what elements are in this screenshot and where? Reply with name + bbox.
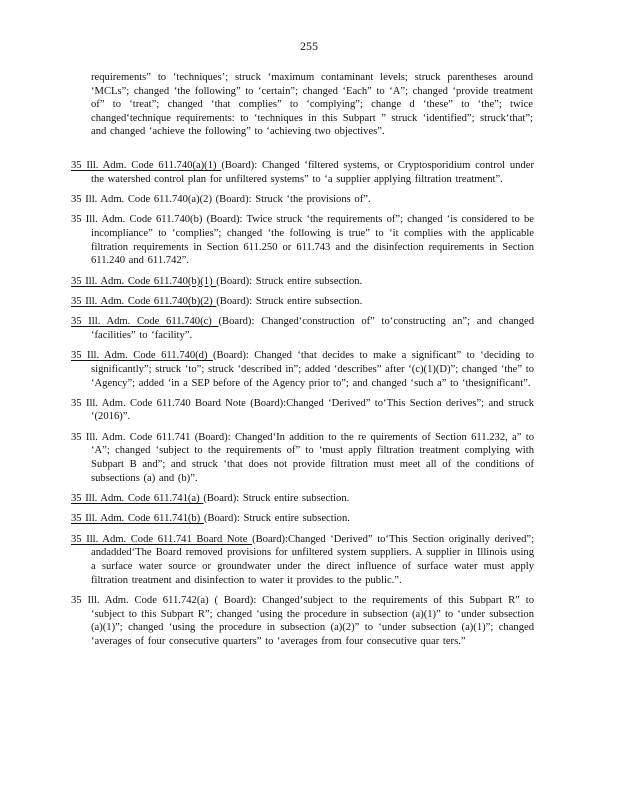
amendment-text: (Board): Changed‘construction of” to‘constructing an”; and changed ‘facilities” to ‘facility”. [91, 316, 534, 341]
amendment-text: (Board): Struck entire subsection. [203, 493, 350, 505]
amendment-text: 35 Ill. Adm. Code 611.740(a)(2) (Board): Struck ‘the provisions of”. [71, 193, 371, 205]
code-citation: 35 Ill. Adm. Code 611.740(b)(2) [71, 295, 217, 307]
amendment-text: 35 Ill. Adm. Code 611.741 (Board): Changed‘In addition to the re quirements of Section 611.232, a” to ‘A”; changed ‘subject to the requirements of” to ‘must apply filtration treatment complying with Subpart B and”; and struck ‘that does not provide filtration must meet all of the conditions of subsections (a) and (b)”. [71, 431, 534, 484]
code-citation: 35 Ill. Adm. Code 611.740(d) [71, 350, 213, 362]
amendment-text: (Board): Changed ‘that decides to make a significant” to ‘deciding to significantly”; struck ‘to”; struck ‘described in”; added ‘describes” after ‘(c)(1)(D)”; changed ‘the” to ‘Agency”; added ‘in a SEP before of the Agency prior to”; and changed ‘such a” to ‘thesignificant”. [91, 350, 534, 389]
code-citation: 35 Ill. Adm. Code 611.741 Board Note [71, 533, 253, 545]
amendment-entry [71, 193, 534, 207]
amendment-text: (Board): Struck entire subsection. [216, 295, 363, 307]
amendment-text: 35 Ill. Adm. Code 611.740 Board Note (Board):Changed ‘Derived” to‘This Section derives”; and struck ‘(2016)”. [71, 397, 534, 423]
code-citation: 35 Ill. Adm. Code 611.741(a) [71, 493, 204, 505]
amendment-text: (Board): Struck entire subsection. [216, 275, 363, 287]
amendment-entry [71, 275, 534, 289]
code-citation: 35 Ill. Adm. Code 611.740(c) [71, 316, 219, 328]
code-citation: 35 Ill. Adm. Code 611.740(b)(1) [71, 275, 217, 287]
amendment-entry [71, 492, 534, 506]
amendment-entry [71, 295, 534, 309]
amendment-entry [71, 315, 534, 342]
amendment-entry [71, 213, 534, 267]
amendment-text: (Board): Struck entire subsection. [203, 513, 350, 525]
amendment-entry [71, 512, 534, 526]
page-number: 255 [300, 39, 318, 53]
amendment-entry [71, 349, 534, 390]
amendment-entry [71, 533, 534, 587]
amendment-entry [71, 431, 534, 485]
amendment-text: (Board): Changed ‘filtered systems, or Cryptosporidium control under the watershed control plan for unfiltered systems” to ‘a supplier applying filtration treatment”. [91, 160, 534, 185]
amendment-text: 35 Ill. Adm. Code 611.742(a) ( Board): Changed‘subject to the requirements of this Subpart R” to ‘subject to this Subpart R”; changed ‘using the procedure in subsection (a)(1)” to ‘under subsection (a)(1)”; changed ‘using the procedure in subsection (a)(2)” to ‘under subsection (a)(1)”; changed ‘averages of four consecutive quarters” to ‘averages from four consecutive quar ters.” [71, 595, 534, 647]
amendment-entry [71, 159, 534, 186]
continued-paragraph: requirements” to ‘techniques’; struck ‘maximum contaminant levels; struck parentheses around ‘MCLs”; changed ‘the following” to ‘certain”; changed ‘Each” to ‘A”; changed ‘provide treatment of” to ‘treat”; changed ‘that complies” to ‘complying”; change d ‘these” to ‘the”; twice changed‘technique requirements: to ‘techniques in this Subpart ” struck ‘identified”; struck‘that”; and changed ‘achieve the following” to ‘achieving two objectives”. [91, 72, 533, 138]
amendment-entry [71, 594, 534, 648]
code-citation: 35 Ill. Adm. Code 611.740(a)(1) [71, 160, 222, 171]
amendment-text: 35 Ill. Adm. Code 611.740(b) (Board): Twice struck ‘the requirements of”; changed ‘is considered to be incompliance” to ‘complies”; changed ‘the following is true” to ‘it complies with the applicable filtration requirements in Section 611.250 or 611.743 and the disinfection requirements in Section 611.240 and 611.742”. [71, 214, 534, 267]
amendment-list [71, 159, 534, 655]
code-citation: 35 Ill. Adm. Code 611.741(b) [71, 513, 204, 525]
amendment-entry [71, 397, 534, 424]
amendment-text: (Board):Changed ‘Derived” to‘This Section originally derived”; andadded‘The Board removed provisions for unfiltered system suppliers. A supplier in Illinois using a surface water source or groundwater under the direct influence of surface water must apply filtration treatment and disinfection to water it provides to the public.”. [91, 533, 535, 586]
